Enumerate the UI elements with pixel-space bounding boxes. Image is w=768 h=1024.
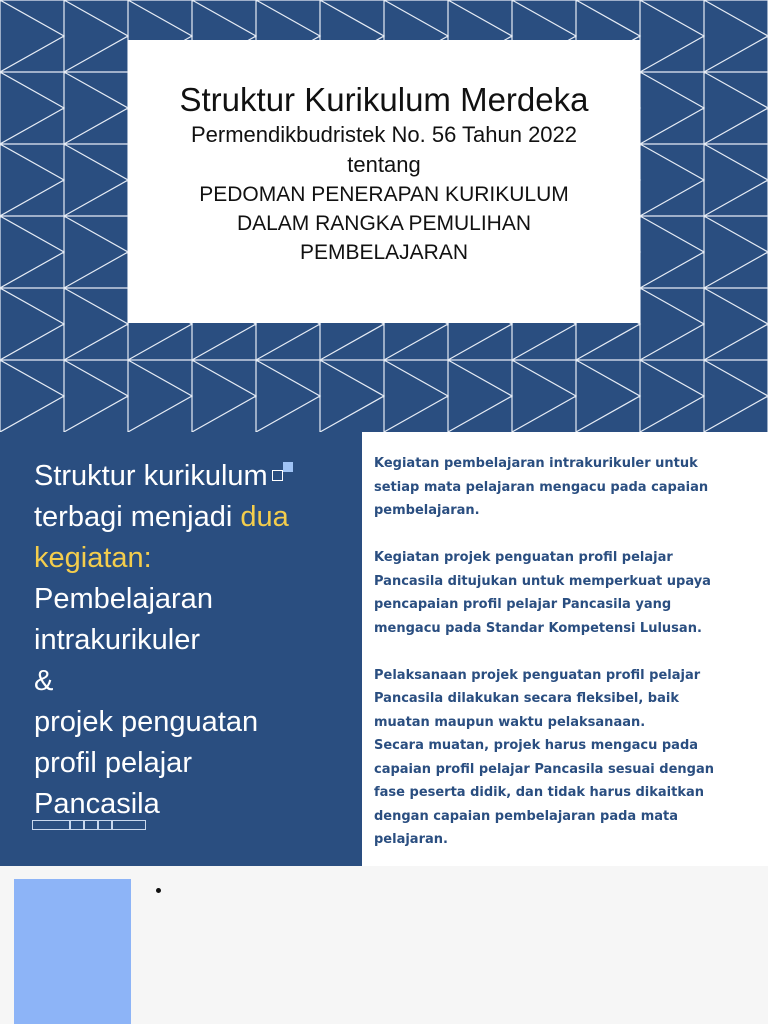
summary-line-4: Pembelajaran xyxy=(34,583,213,615)
subject-line-3: PEMBELAJARAN xyxy=(299,241,469,264)
summary-line-2 xyxy=(34,497,334,538)
hero-banner xyxy=(0,0,768,432)
regulation-label: Permendikbudristek No. 56 Tahun 2022 xyxy=(190,122,578,147)
decorative-bars xyxy=(32,820,146,830)
bullet-dot xyxy=(156,888,161,893)
page-title: Struktur Kurikulum Merdeka xyxy=(179,81,589,118)
summary-line-1-text: Struktur kurikulum xyxy=(34,460,268,492)
corner-squares-icon xyxy=(272,462,298,486)
summary-line-6: & xyxy=(34,665,54,697)
subject-line-1: PEDOMAN PENERAPAN KURIKULUM xyxy=(199,183,569,206)
detail-paragraph-4: Secara muatan, projek harus mengacu pada capaian profil pelajar Pancasila sesuai dengan fase peserta didik, dan tidak harus dikaitkan dengan capaian pembelajaran pada mata pelajaran. xyxy=(374,738,714,847)
summary-line-5: intrakurikuler xyxy=(34,624,200,656)
detail-paragraph-1: Kegiatan pembelajaran intrakurikuler untuk setiap mata pelajaran mengacu pada capaian pembelajaran. xyxy=(374,456,709,518)
summary-line-1 xyxy=(34,456,334,497)
summary-line-2-text: terbagi menjadi xyxy=(34,501,241,533)
summary-line-8: profil pelajar xyxy=(34,747,192,779)
summary-line-7: projek penguatan xyxy=(34,706,259,738)
detail-paragraph-2: Kegiatan projek penguatan profil pelajar Pancasila ditujukan untuk memperkuat upaya pencapaian profil pelajar Pancasila yang mengacu pada Standar Kompetensi Lulusan. xyxy=(374,550,711,636)
structure-summary-panel xyxy=(0,432,362,866)
highlight-dua: dua xyxy=(240,501,289,533)
highlight-kegiatan: kegiatan: xyxy=(34,542,152,574)
detail-paragraph-3: Pelaksanaan projek penguatan profil pelajar Pancasila dilakukan secara fleksibel, baik muatan maupun waktu pelaksanaan. xyxy=(374,667,701,730)
summary-line-9: Pancasila xyxy=(34,788,160,820)
details-text xyxy=(374,452,734,852)
thumbnail-placeholder xyxy=(14,879,131,1024)
structure-summary-text xyxy=(34,456,334,825)
subject-line-2: DALAM RANGKA PEMULIHAN xyxy=(236,212,532,235)
title-card xyxy=(128,40,640,323)
connector-label: tentang xyxy=(347,152,421,177)
footer-strip xyxy=(0,866,768,1024)
details-panel xyxy=(362,432,768,866)
